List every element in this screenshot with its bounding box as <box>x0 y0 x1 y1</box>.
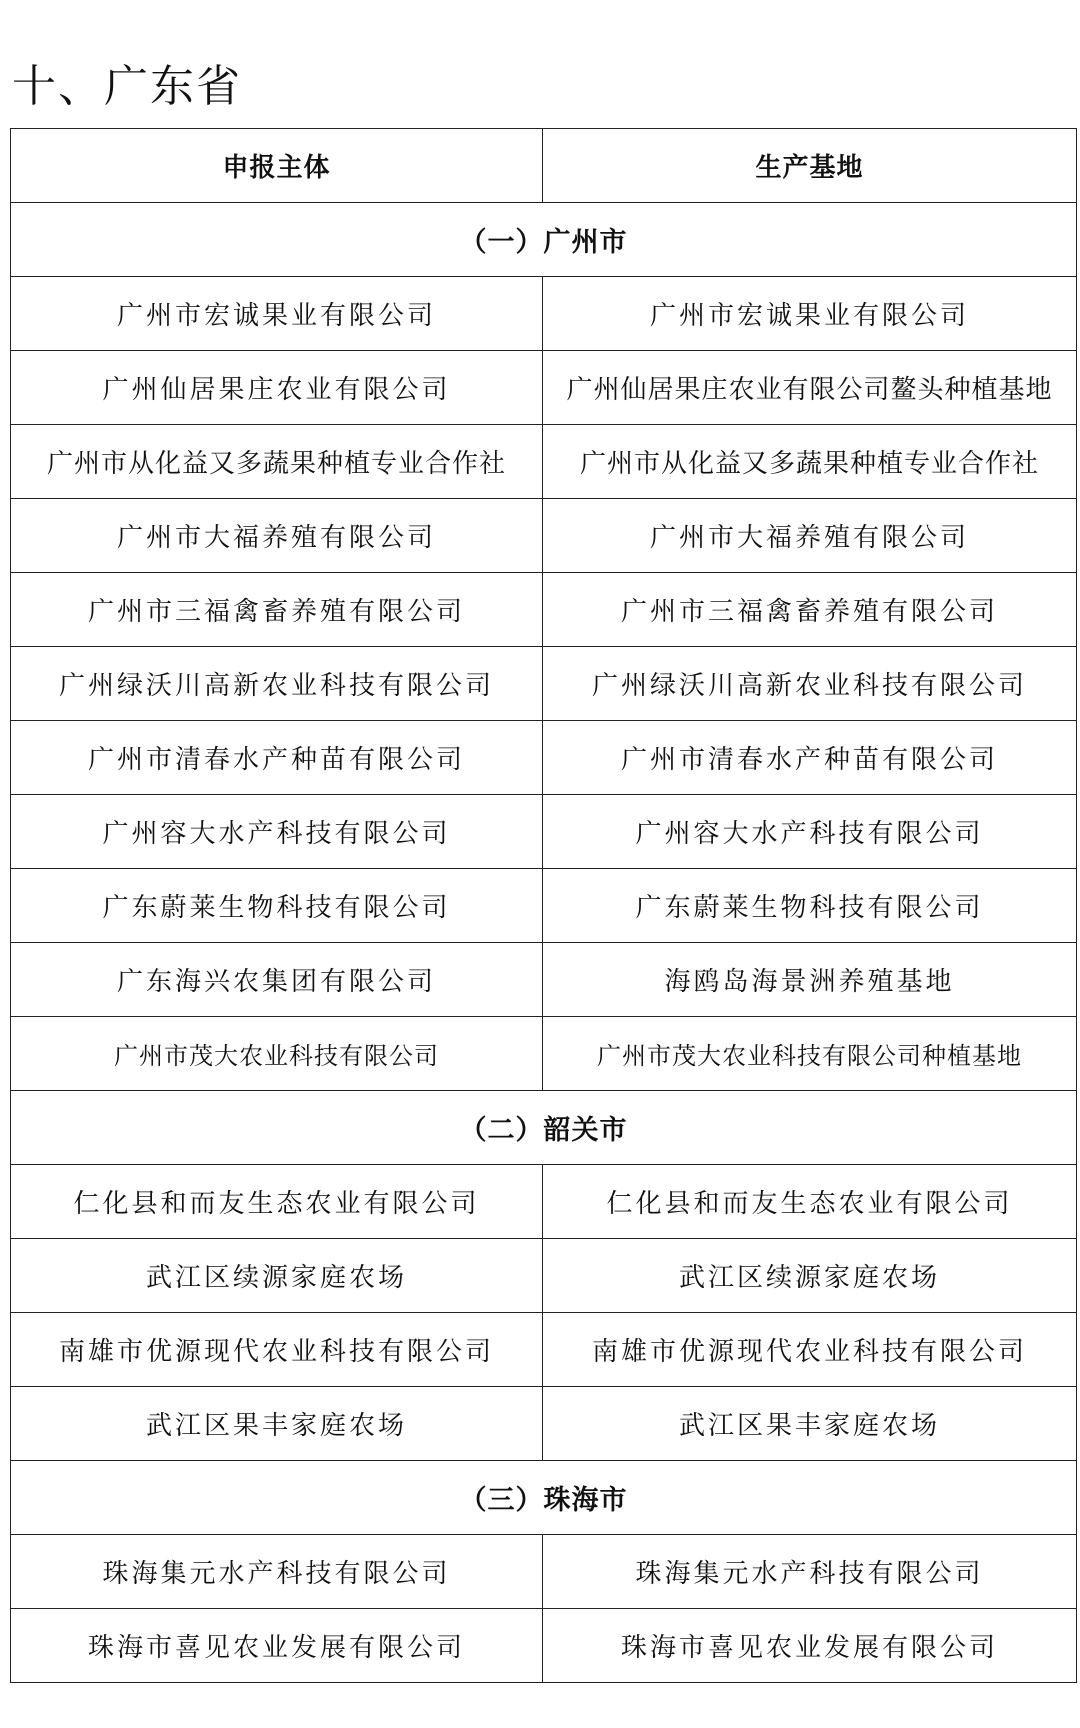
production-base-cell: 广州绿沃川高新农业科技有限公司 <box>543 647 1077 721</box>
applicant-cell: 广州市茂大农业科技有限公司 <box>11 1017 543 1091</box>
applicant-cell: 广东蔚莱生物科技有限公司 <box>11 869 543 943</box>
production-base-cell: 广州市清春水产种苗有限公司 <box>543 721 1077 795</box>
applicant-cell: 广州市清春水产种苗有限公司 <box>11 721 543 795</box>
production-base-cell: 广州市从化益又多蔬果种植专业合作社 <box>543 425 1077 499</box>
table-header-row <box>11 129 1077 203</box>
header-production-base: 生产基地 <box>543 129 1077 203</box>
applicant-cell: 仁化县和而友生态农业有限公司 <box>11 1165 543 1239</box>
table-row <box>11 499 1077 573</box>
production-base-cell: 仁化县和而友生态农业有限公司 <box>543 1165 1077 1239</box>
section-row <box>11 1091 1077 1165</box>
production-base-cell: 武江区果丰家庭农场 <box>543 1387 1077 1461</box>
table-row <box>11 573 1077 647</box>
production-base-cell: 广州市三福禽畜养殖有限公司 <box>543 573 1077 647</box>
table-row <box>11 943 1077 1017</box>
table-row <box>11 647 1077 721</box>
production-base-cell: 广东蔚莱生物科技有限公司 <box>543 869 1077 943</box>
applicant-cell: 广州市三福禽畜养殖有限公司 <box>11 573 543 647</box>
applicant-cell: 广州市宏诚果业有限公司 <box>11 277 543 351</box>
production-base-cell: 武江区续源家庭农场 <box>543 1239 1077 1313</box>
production-base-cell: 珠海集元水产科技有限公司 <box>543 1535 1077 1609</box>
table-row <box>11 869 1077 943</box>
section-row <box>11 1461 1077 1535</box>
applicant-cell: 广州仙居果庄农业有限公司 <box>11 351 543 425</box>
table-row <box>11 277 1077 351</box>
applicant-cell: 武江区果丰家庭农场 <box>11 1387 543 1461</box>
production-base-cell: 广州市宏诚果业有限公司 <box>543 277 1077 351</box>
table-row <box>11 425 1077 499</box>
table-row <box>11 1609 1077 1683</box>
applicant-cell: 广州绿沃川高新农业科技有限公司 <box>11 647 543 721</box>
applicant-cell: 南雄市优源现代农业科技有限公司 <box>11 1313 543 1387</box>
enterprise-table <box>10 128 1077 1683</box>
production-base-cell: 广州仙居果庄农业有限公司鳌头种植基地 <box>543 351 1077 425</box>
applicant-cell: 珠海市喜见农业发展有限公司 <box>11 1609 543 1683</box>
production-base-cell: 广州市茂大农业科技有限公司种植基地 <box>543 1017 1077 1091</box>
table-row <box>11 1387 1077 1461</box>
table-row <box>11 1165 1077 1239</box>
section-title-guangzhou: （一）广州市 <box>11 203 1077 277</box>
applicant-cell: 广州容大水产科技有限公司 <box>11 795 543 869</box>
production-base-cell: 南雄市优源现代农业科技有限公司 <box>543 1313 1077 1387</box>
applicant-cell: 广东海兴农集团有限公司 <box>11 943 543 1017</box>
table-row <box>11 1313 1077 1387</box>
section-row <box>11 203 1077 277</box>
production-base-cell: 广州市大福养殖有限公司 <box>543 499 1077 573</box>
applicant-cell: 武江区续源家庭农场 <box>11 1239 543 1313</box>
table-row <box>11 721 1077 795</box>
section-title-zhuhai: （三）珠海市 <box>11 1461 1077 1535</box>
table-row <box>11 795 1077 869</box>
table-row <box>11 1017 1077 1091</box>
header-applicant: 申报主体 <box>11 129 543 203</box>
applicant-cell: 珠海集元水产科技有限公司 <box>11 1535 543 1609</box>
table-row <box>11 351 1077 425</box>
section-title-shaoguan: （二）韶关市 <box>11 1091 1077 1165</box>
production-base-cell: 海鸥岛海景洲养殖基地 <box>543 943 1077 1017</box>
applicant-cell: 广州市从化益又多蔬果种植专业合作社 <box>11 425 543 499</box>
page-title: 十、广东省 <box>12 61 242 112</box>
applicant-cell: 广州市大福养殖有限公司 <box>11 499 543 573</box>
production-base-cell: 珠海市喜见农业发展有限公司 <box>543 1609 1077 1683</box>
production-base-cell: 广州容大水产科技有限公司 <box>543 795 1077 869</box>
table-row <box>11 1535 1077 1609</box>
table-row <box>11 1239 1077 1313</box>
